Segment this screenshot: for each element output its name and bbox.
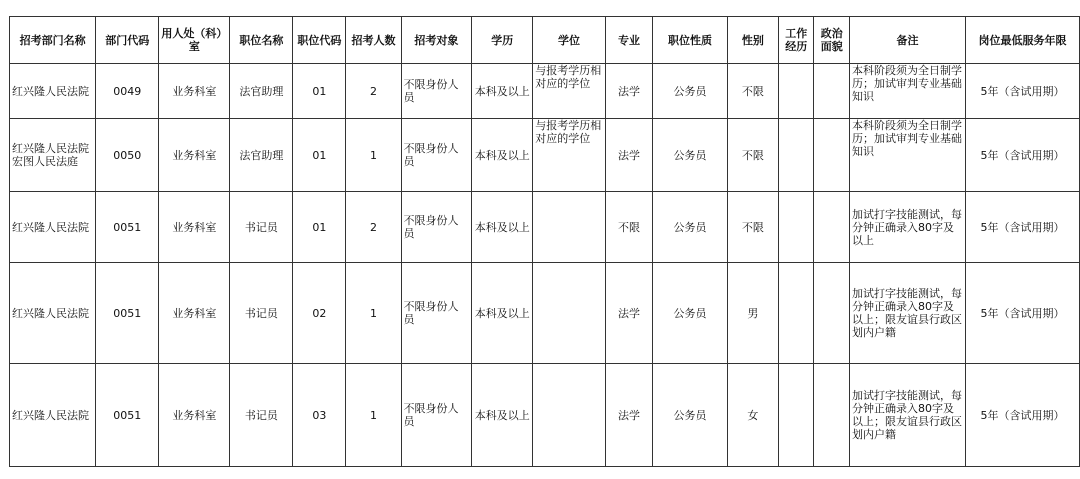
cell-work-exp <box>778 64 814 119</box>
cell-position-name: 书记员 <box>230 263 293 364</box>
header-remarks: 备注 <box>850 17 966 64</box>
cell-recruit-count: 1 <box>346 263 401 364</box>
cell-major: 法学 <box>605 119 652 192</box>
cell-major: 法学 <box>605 64 652 119</box>
cell-gender: 不限 <box>727 119 778 192</box>
cell-dept-name: 红兴隆人民法院宏图人民法庭 <box>10 119 96 192</box>
cell-recruit-count: 2 <box>346 192 401 263</box>
header-recruit-count: 招考人数 <box>346 17 401 64</box>
cell-service-years: 5年（含试用期） <box>965 263 1079 364</box>
header-major: 专业 <box>605 17 652 64</box>
cell-work-exp <box>778 263 814 364</box>
cell-education: 本科及以上 <box>472 192 533 263</box>
cell-position-code: 01 <box>293 192 346 263</box>
cell-gender: 女 <box>727 364 778 467</box>
cell-dept-name: 红兴隆人民法院 <box>10 64 96 119</box>
recruitment-table <box>9 16 1080 467</box>
header-target: 招考对象 <box>401 17 472 64</box>
table-row <box>10 192 1080 263</box>
cell-remarks: 加试打字技能测试，每分钟正确录入80字及以上 <box>850 192 966 263</box>
cell-gender: 不限 <box>727 64 778 119</box>
cell-recruit-count: 2 <box>346 64 401 119</box>
cell-position-name: 法官助理 <box>230 64 293 119</box>
cell-recruit-count: 1 <box>346 119 401 192</box>
cell-gender: 男 <box>727 263 778 364</box>
cell-education: 本科及以上 <box>472 64 533 119</box>
cell-dept-code: 0049 <box>96 64 159 119</box>
cell-major: 不限 <box>605 192 652 263</box>
header-position-name: 职位名称 <box>230 17 293 64</box>
cell-position-name: 法官助理 <box>230 119 293 192</box>
cell-nature: 公务员 <box>653 119 728 192</box>
cell-target: 不限身份人员 <box>401 64 472 119</box>
cell-major: 法学 <box>605 263 652 364</box>
cell-education: 本科及以上 <box>472 119 533 192</box>
cell-target: 不限身份人员 <box>401 119 472 192</box>
cell-dept-code: 0050 <box>96 119 159 192</box>
cell-position-code: 01 <box>293 119 346 192</box>
header-nature: 职位性质 <box>653 17 728 64</box>
cell-service-years: 5年（含试用期） <box>965 364 1079 467</box>
cell-service-years: 5年（含试用期） <box>965 64 1079 119</box>
cell-division: 业务科室 <box>159 364 230 467</box>
cell-gender: 不限 <box>727 192 778 263</box>
cell-dept-code: 0051 <box>96 263 159 364</box>
header-service-years: 岗位最低服务年限 <box>965 17 1079 64</box>
cell-remarks: 本科阶段须为全日制学历；加试审判专业基础知识 <box>850 119 966 192</box>
header-row <box>10 17 1080 64</box>
cell-work-exp <box>778 192 814 263</box>
table-row <box>10 263 1080 364</box>
table-row <box>10 119 1080 192</box>
cell-education: 本科及以上 <box>472 364 533 467</box>
cell-major: 法学 <box>605 364 652 467</box>
cell-dept-code: 0051 <box>96 364 159 467</box>
cell-degree <box>533 192 606 263</box>
cell-degree: 与报考学历相对应的学位 <box>533 64 606 119</box>
cell-position-code: 01 <box>293 64 346 119</box>
cell-position-name: 书记员 <box>230 192 293 263</box>
cell-work-exp <box>778 119 814 192</box>
cell-dept-name: 红兴隆人民法院 <box>10 192 96 263</box>
cell-political <box>814 192 850 263</box>
cell-nature: 公务员 <box>653 364 728 467</box>
cell-remarks: 加试打字技能测试，每分钟正确录入80字及以上；限友谊县行政区划内户籍 <box>850 364 966 467</box>
cell-education: 本科及以上 <box>472 263 533 364</box>
header-position-code: 职位代码 <box>293 17 346 64</box>
header-dept-code: 部门代码 <box>96 17 159 64</box>
header-degree: 学位 <box>533 17 606 64</box>
table-row <box>10 364 1080 467</box>
cell-dept-name: 红兴隆人民法院 <box>10 364 96 467</box>
header-political: 政治面貌 <box>814 17 850 64</box>
header-education: 学历 <box>472 17 533 64</box>
cell-degree <box>533 364 606 467</box>
cell-degree <box>533 263 606 364</box>
cell-division: 业务科室 <box>159 263 230 364</box>
table-row <box>10 64 1080 119</box>
cell-nature: 公务员 <box>653 192 728 263</box>
cell-target: 不限身份人员 <box>401 192 472 263</box>
cell-nature: 公务员 <box>653 64 728 119</box>
cell-service-years: 5年（含试用期） <box>965 119 1079 192</box>
cell-political <box>814 119 850 192</box>
cell-remarks: 加试打字技能测试，每分钟正确录入80字及以上；限友谊县行政区划内户籍 <box>850 263 966 364</box>
cell-work-exp <box>778 364 814 467</box>
cell-dept-code: 0051 <box>96 192 159 263</box>
header-gender: 性别 <box>727 17 778 64</box>
cell-nature: 公务员 <box>653 263 728 364</box>
header-work-exp: 工作经历 <box>778 17 814 64</box>
cell-recruit-count: 1 <box>346 364 401 467</box>
cell-division: 业务科室 <box>159 192 230 263</box>
cell-political <box>814 64 850 119</box>
cell-division: 业务科室 <box>159 64 230 119</box>
cell-remarks: 本科阶段须为全日制学历；加试审判专业基础知识 <box>850 64 966 119</box>
cell-target: 不限身份人员 <box>401 364 472 467</box>
cell-dept-name: 红兴隆人民法院 <box>10 263 96 364</box>
header-division: 用人处（科）室 <box>159 17 230 64</box>
cell-service-years: 5年（含试用期） <box>965 192 1079 263</box>
cell-division: 业务科室 <box>159 119 230 192</box>
cell-position-name: 书记员 <box>230 364 293 467</box>
cell-degree: 与报考学历相对应的学位 <box>533 119 606 192</box>
header-dept-name: 招考部门名称 <box>10 17 96 64</box>
cell-political <box>814 364 850 467</box>
cell-target: 不限身份人员 <box>401 263 472 364</box>
cell-position-code: 03 <box>293 364 346 467</box>
cell-political <box>814 263 850 364</box>
cell-position-code: 02 <box>293 263 346 364</box>
